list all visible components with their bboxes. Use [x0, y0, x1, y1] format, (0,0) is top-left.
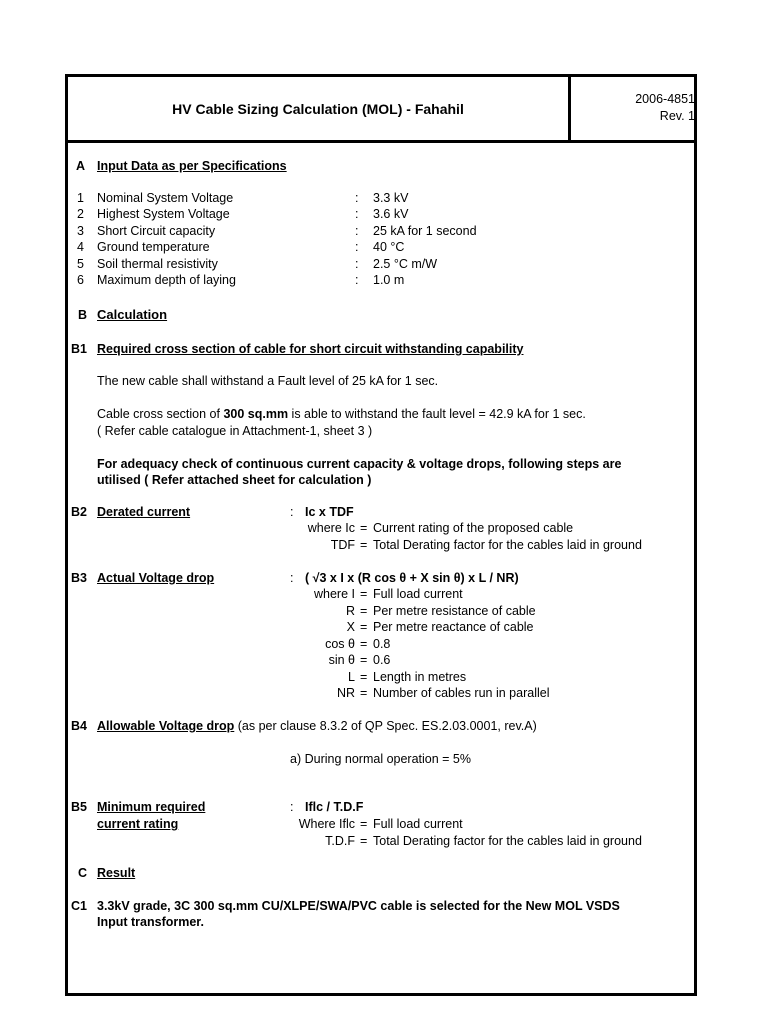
- input-item-value: 3.6 kV: [373, 207, 409, 222]
- definition-symbol: L: [348, 669, 355, 684]
- b3-id: B3: [71, 571, 87, 585]
- b5-heading-line1: Minimum required: [97, 800, 206, 814]
- definition-description: 0.6: [373, 653, 391, 667]
- definition-symbol: cos θ: [325, 636, 355, 651]
- input-item-value: 40 °C: [373, 240, 405, 255]
- input-item-label: Highest System Voltage: [97, 207, 230, 222]
- definition-description: 0.8: [373, 636, 391, 651]
- input-item-colon: :: [355, 240, 359, 255]
- c1-line1: 3.3kV grade, 3C 300 sq.mm CU/XLPE/SWA/PVC cable is selected for the New MOL VSDS: [97, 899, 620, 913]
- section-c-heading: Result: [97, 866, 136, 880]
- input-item-label: Maximum depth of laying: [97, 273, 236, 287]
- input-item-number: 6: [77, 273, 84, 287]
- document-reference: [635, 91, 695, 125]
- input-item-number: 5: [77, 256, 84, 271]
- input-item-colon: :: [355, 273, 359, 287]
- input-item-number: 3: [77, 223, 84, 238]
- input-item-value: 25 kA for 1 second: [373, 223, 477, 238]
- b4-id: B4: [71, 719, 87, 733]
- definition-symbol: sin θ: [328, 653, 355, 667]
- definition-equals: =: [360, 521, 368, 535]
- c1-id: C1: [71, 899, 87, 913]
- header-divider-vertical: [568, 77, 571, 140]
- input-item-label: Soil thermal resistivity: [97, 256, 218, 271]
- b1-line3: ( Refer cable catalogue in Attachment-1, sheet 3 ): [97, 424, 373, 438]
- b5-colon: :: [290, 800, 294, 814]
- definition-description: Length in metres: [373, 669, 467, 684]
- input-item-label: Nominal System Voltage: [97, 191, 234, 205]
- revision: Rev. 1: [659, 109, 695, 123]
- definition-description: Number of cables run in parallel: [373, 686, 550, 700]
- document-title: HV Cable Sizing Calculation (MOL) - Fahahil: [172, 100, 464, 117]
- b3-colon: :: [290, 571, 294, 585]
- definition-equals: =: [360, 834, 368, 848]
- section-a-heading: Input Data as per Specifications: [97, 159, 287, 173]
- section-a-letter: A: [76, 159, 86, 173]
- definition-symbol: TDF: [330, 538, 355, 552]
- b1-id: B1: [71, 342, 87, 356]
- b1-heading: Required cross section of cable for short circuit withstanding capability: [97, 342, 524, 356]
- b2-heading: Derated current: [97, 505, 191, 519]
- definition-symbol: where I: [314, 587, 355, 601]
- input-item-label: Ground temperature: [97, 240, 210, 255]
- definition-symbol: T.D.F: [325, 834, 355, 848]
- definition-description: Total Derating factor for the cables laid in ground: [373, 834, 642, 848]
- section-b-heading: Calculation: [97, 307, 168, 322]
- definition-equals: =: [360, 538, 368, 552]
- b4-normal-operation: a) During normal operation = 5%: [290, 752, 471, 766]
- b4-note: (as per clause 8.3.2 of QP Spec. ES.2.03.0001, rev.A): [234, 719, 537, 733]
- definition-description: Full load current: [373, 587, 463, 601]
- definition-equals: =: [360, 817, 368, 831]
- definition-description: Full load current: [373, 817, 463, 831]
- input-item-number: 4: [77, 240, 84, 255]
- definition-symbol: Where Iflc: [298, 817, 355, 831]
- b1-line2: Cable cross section of 300 sq.mm is able to withstand the fault level = 42.9 kA for 1 sec.: [97, 407, 586, 421]
- b1-cable-size: 300 sq.mm: [223, 407, 289, 421]
- definition-description: Total Derating factor for the cables laid in ground: [373, 538, 642, 552]
- definition-equals: =: [360, 636, 368, 651]
- input-item-colon: :: [355, 207, 359, 222]
- b1-bold-line1: For adequacy check of continuous current capacity & voltage drops, following steps are: [97, 457, 622, 471]
- definition-equals: =: [360, 653, 368, 667]
- b5-heading-line2: current rating: [97, 817, 179, 831]
- b1-line1: The new cable shall withstand a Fault level of 25 kA for 1 sec.: [97, 374, 439, 388]
- b1-bold-line2: utilised ( Refer attached sheet for calculation ): [97, 473, 372, 487]
- definition-equals: =: [360, 620, 368, 634]
- input-item-number: 1: [77, 191, 84, 205]
- b2-colon: :: [290, 505, 294, 519]
- b5-formula: Iflc / T.D.F: [305, 800, 364, 814]
- input-item-number: 2: [77, 207, 84, 222]
- b4-heading: Allowable Voltage drop: [97, 719, 235, 733]
- b4-line: [97, 718, 537, 734]
- definition-description: Per metre resistance of cable: [373, 603, 536, 618]
- b2-formula: Ic x TDF: [305, 505, 354, 519]
- definition-symbol: X: [346, 620, 355, 634]
- b5-id: B5: [71, 800, 87, 814]
- definition-equals: =: [360, 603, 368, 618]
- definition-symbol: R: [345, 603, 355, 618]
- section-c-letter: C: [78, 866, 88, 880]
- input-item-colon: :: [355, 223, 359, 238]
- input-item-colon: :: [355, 256, 359, 271]
- doc-number: 2006-4851: [635, 92, 695, 106]
- definition-equals: =: [360, 669, 368, 684]
- input-item-value: 2.5 °C m/W: [373, 256, 438, 271]
- input-item-colon: :: [355, 191, 359, 205]
- b3-formula: ( √3 x I x (R cos θ + X sin θ) x L / NR): [305, 571, 519, 585]
- definition-symbol: NR: [336, 686, 355, 700]
- definition-equals: =: [360, 686, 368, 700]
- section-b-letter: B: [78, 308, 88, 322]
- input-item-value: 1.0 m: [373, 273, 405, 287]
- header-divider: [68, 140, 694, 143]
- definition-symbol: where Ic: [307, 521, 355, 535]
- definition-equals: =: [360, 587, 368, 601]
- definition-description: Current rating of the proposed cable: [373, 521, 574, 535]
- b3-heading: Actual Voltage drop: [97, 571, 215, 585]
- b2-id: B2: [71, 505, 87, 519]
- c1-line2: Input transformer.: [97, 915, 204, 929]
- input-item-label: Short Circuit capacity: [97, 223, 216, 238]
- definition-description: Per metre reactance of cable: [373, 620, 534, 634]
- input-item-value: 3.3 kV: [373, 191, 409, 205]
